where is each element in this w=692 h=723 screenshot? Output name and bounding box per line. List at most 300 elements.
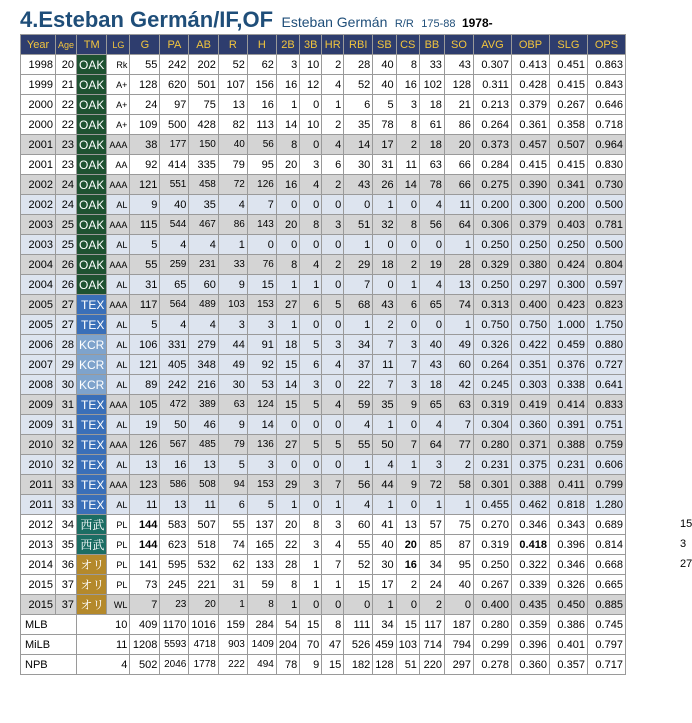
table-row: [21, 115, 626, 135]
stat-cell: 74: [218, 535, 247, 555]
stat-cell: 0.301: [473, 475, 511, 495]
stat-cell: 60: [189, 275, 218, 295]
stat-cell: 1: [322, 95, 344, 115]
stat-cell: 2046: [160, 655, 189, 675]
age-cell: 36: [56, 555, 77, 575]
stat-cell: 1: [276, 495, 299, 515]
stat-cell: 4: [344, 415, 373, 435]
stat-cell: 133: [247, 555, 276, 575]
league-cell: AL: [107, 195, 130, 215]
table-row: [21, 395, 626, 415]
stat-cell: 121: [130, 175, 160, 195]
stat-cell: 87: [444, 535, 473, 555]
stat-cell: 0.280: [473, 435, 511, 455]
totals-row: [21, 655, 626, 675]
stat-cell: 4: [189, 235, 218, 255]
stat-cell: 18: [276, 335, 299, 355]
stat-cell: 95: [444, 555, 473, 575]
stat-cell: 14: [396, 175, 419, 195]
stat-cell: 7: [373, 375, 396, 395]
age-cell: 20: [56, 55, 77, 75]
stat-cell: 117: [419, 615, 444, 635]
stat-cell: 11: [373, 355, 396, 375]
table-row: [21, 455, 626, 475]
table-row: [21, 375, 626, 395]
table-row: [21, 575, 626, 595]
stat-cell: 19: [130, 415, 160, 435]
year-cell: 2005: [21, 295, 56, 315]
stat-cell: 0.388: [549, 435, 587, 455]
stat-cell: 3: [300, 475, 322, 495]
stat-cell: 49: [218, 355, 247, 375]
table-row: [21, 155, 626, 175]
stat-cell: 0.278: [473, 655, 511, 675]
stat-cell: 41: [373, 515, 396, 535]
stat-cell: 13: [189, 455, 218, 475]
stat-cell: 42: [444, 375, 473, 395]
stat-cell: 518: [189, 535, 218, 555]
stat-cell: 128: [444, 75, 473, 95]
stat-cell: 63: [444, 395, 473, 415]
stat-cell: 2: [396, 135, 419, 155]
stat-cell: 1409: [247, 635, 276, 655]
stat-cell: 55: [130, 55, 160, 75]
stat-cell: 85: [419, 535, 444, 555]
age-cell: 28: [56, 335, 77, 355]
stat-cell: 37: [344, 355, 373, 375]
stat-cell: 26: [373, 175, 396, 195]
stat-cell: 65: [419, 295, 444, 315]
stat-cell: 0.373: [473, 135, 511, 155]
stat-cell: 583: [160, 515, 189, 535]
stat-cell: 7: [396, 355, 419, 375]
stat-cell: 11: [444, 195, 473, 215]
stat-cell: 4: [160, 235, 189, 255]
stat-cell: 111: [344, 615, 373, 635]
extra-value: 3: [680, 537, 687, 550]
stat-cell: 66: [444, 155, 473, 175]
stat-cell: 0: [300, 415, 322, 435]
stat-cell: 78: [419, 175, 444, 195]
stat-cell: 15: [247, 275, 276, 295]
stat-cell: 22: [344, 375, 373, 395]
age-cell: 26: [56, 275, 77, 295]
stat-cell: 0.329: [473, 255, 511, 275]
stat-cell: 79: [218, 155, 247, 175]
stat-cell: 1: [344, 455, 373, 475]
stat-cell: 60: [344, 515, 373, 535]
stat-cell: 5: [130, 235, 160, 255]
table-row: [21, 415, 626, 435]
stat-cell: 28: [276, 555, 299, 575]
stat-cell: 2: [322, 115, 344, 135]
year-cell: 2010: [21, 435, 56, 455]
league-cell: AL: [107, 375, 130, 395]
age-cell: 22: [56, 95, 77, 115]
stat-cell: 5: [300, 395, 322, 415]
table-row: [21, 495, 626, 515]
year-cell: 2007: [21, 355, 56, 375]
stat-cell: 0.415: [549, 155, 587, 175]
stat-cell: 126: [247, 175, 276, 195]
stat-cell: 103: [218, 295, 247, 315]
team-cell: オリ: [77, 575, 107, 595]
stat-cell: 40: [373, 75, 396, 95]
totals-label: MiLB: [21, 635, 77, 655]
stat-cell: 4: [160, 315, 189, 335]
stat-cell: 2: [373, 315, 396, 335]
stat-cell: 467: [189, 215, 218, 235]
stat-cell: 0.371: [511, 435, 549, 455]
stat-cell: 40: [160, 195, 189, 215]
stat-cell: 389: [189, 395, 218, 415]
year-cell: 2014: [21, 555, 56, 575]
stat-cell: 501: [189, 75, 218, 95]
stat-cell: 6: [322, 155, 344, 175]
stat-cell: 0: [300, 315, 322, 335]
stat-cell: 82: [218, 115, 247, 135]
stat-cell: 0.745: [587, 615, 625, 635]
stat-cell: 0.415: [549, 75, 587, 95]
stat-cell: 2: [396, 255, 419, 275]
stat-cell: 489: [189, 295, 218, 315]
stat-cell: 5: [322, 435, 344, 455]
stat-cell: 113: [247, 115, 276, 135]
stat-cell: 52: [344, 555, 373, 575]
stat-cell: 0.400: [473, 595, 511, 615]
stat-cell: 31: [218, 575, 247, 595]
stat-cell: 79: [218, 435, 247, 455]
stat-cell: 0.830: [587, 155, 625, 175]
stat-cell: 40: [373, 55, 396, 75]
stat-cell: 144: [130, 535, 160, 555]
stat-cell: 4718: [189, 635, 218, 655]
stat-cell: 2: [322, 255, 344, 275]
stat-cell: 0: [300, 95, 322, 115]
stat-cell: 348: [189, 355, 218, 375]
stat-cell: 0.231: [549, 455, 587, 475]
league-cell: PL: [107, 515, 130, 535]
stat-cell: 62: [218, 555, 247, 575]
stat-cell: 0.300: [511, 195, 549, 215]
stat-cell: 128: [130, 75, 160, 95]
stat-cell: 20: [276, 215, 299, 235]
year-cell: 2009: [21, 395, 56, 415]
stat-cell: 0.689: [587, 515, 625, 535]
stat-cell: 0: [300, 455, 322, 475]
stat-cell: 27: [276, 295, 299, 315]
stat-cell: 14: [344, 135, 373, 155]
age-cell: 24: [56, 175, 77, 195]
table-row: [21, 255, 626, 275]
stat-cell: 0.245: [473, 375, 511, 395]
stat-cell: 0.231: [473, 455, 511, 475]
team-cell: TEX: [77, 315, 107, 335]
stat-cell: 0.863: [587, 55, 625, 75]
age-cell: 21: [56, 75, 77, 95]
col-header: R: [218, 35, 247, 55]
stat-cell: 8: [276, 575, 299, 595]
stat-cell: 0.823: [587, 295, 625, 315]
stat-cell: 9: [218, 415, 247, 435]
col-header: 2B: [276, 35, 299, 55]
stat-cell: 34: [373, 615, 396, 635]
stat-cell: 13: [396, 515, 419, 535]
stat-cell: 9: [396, 395, 419, 415]
table-row: [21, 215, 626, 235]
team-cell: OAK: [77, 115, 107, 135]
totals-count: 11: [77, 635, 130, 655]
stat-cell: 0.375: [511, 455, 549, 475]
year-cell: 2002: [21, 175, 56, 195]
stat-cell: 10: [300, 115, 322, 135]
stat-cell: 177: [160, 135, 189, 155]
stat-cell: 1: [300, 575, 322, 595]
team-cell: OAK: [77, 155, 107, 175]
stat-cell: 0: [276, 415, 299, 435]
stat-cell: 0.750: [473, 315, 511, 335]
table-row: [21, 535, 626, 555]
stat-cell: 1: [322, 495, 344, 515]
stat-cell: 107: [218, 75, 247, 95]
age-cell: 27: [56, 315, 77, 335]
stat-cell: 126: [130, 435, 160, 455]
stat-cell: 3: [396, 95, 419, 115]
stat-cell: 0: [344, 595, 373, 615]
team-cell: 西武: [77, 535, 107, 555]
stat-cell: 165: [247, 535, 276, 555]
stat-cell: 259: [160, 255, 189, 275]
stat-cell: 7: [396, 435, 419, 455]
stat-cell: 5: [218, 455, 247, 475]
stat-cell: 0: [322, 235, 344, 255]
stat-cell: 1.280: [587, 495, 625, 515]
year-cell: 2000: [21, 115, 56, 135]
stat-cell: 6: [218, 495, 247, 515]
stat-cell: 55: [344, 535, 373, 555]
league-cell: AAA: [107, 395, 130, 415]
stat-cell: 0.455: [473, 495, 511, 515]
stat-cell: 1: [300, 555, 322, 575]
col-header: HR: [322, 35, 344, 55]
stat-cell: 35: [189, 195, 218, 215]
stat-cell: 14: [276, 115, 299, 135]
stat-cell: 95: [247, 155, 276, 175]
stat-cell: 0.250: [473, 235, 511, 255]
stat-cell: 66: [444, 175, 473, 195]
stat-cell: 2: [322, 175, 344, 195]
stat-cell: 0: [396, 415, 419, 435]
stat-cell: 47: [322, 635, 344, 655]
stat-cell: 0.422: [511, 335, 549, 355]
stat-cell: 0.304: [473, 415, 511, 435]
stat-cell: 136: [247, 435, 276, 455]
stat-cell: 28: [344, 55, 373, 75]
col-header: SLG: [549, 35, 587, 55]
stat-cell: 56: [344, 475, 373, 495]
stat-cell: 106: [130, 335, 160, 355]
stat-cell: 29: [276, 475, 299, 495]
totals-label: NPB: [21, 655, 77, 675]
stat-cell: 4: [419, 275, 444, 295]
stat-cell: 22: [276, 535, 299, 555]
stat-cell: 1: [373, 195, 396, 215]
stat-cell: 14: [276, 375, 299, 395]
stat-cell: 35: [373, 395, 396, 415]
age-cell: 34: [56, 515, 77, 535]
col-header: SO: [444, 35, 473, 55]
stat-cell: 0.414: [549, 395, 587, 415]
col-header: BB: [419, 35, 444, 55]
year-cell: 2005: [21, 315, 56, 335]
year-cell: 2011: [21, 475, 56, 495]
stat-cell: 0.606: [587, 455, 625, 475]
stat-cell: 567: [160, 435, 189, 455]
stat-cell: 16: [396, 75, 419, 95]
stat-cell: 8: [396, 115, 419, 135]
stat-cell: 15: [276, 355, 299, 375]
team-cell: TEX: [77, 475, 107, 495]
stat-cell: 29: [344, 255, 373, 275]
league-cell: AL: [107, 275, 130, 295]
stat-cell: 532: [189, 555, 218, 575]
stat-cell: 0: [322, 195, 344, 215]
col-header: AVG: [473, 35, 511, 55]
stat-cell: 0: [322, 375, 344, 395]
stat-cell: 72: [218, 175, 247, 195]
stat-cell: 0.386: [549, 615, 587, 635]
stat-cell: 4: [373, 455, 396, 475]
stat-cell: 544: [160, 215, 189, 235]
stat-cell: 4: [300, 175, 322, 195]
stat-cell: 0.297: [511, 275, 549, 295]
stat-cell: 20: [276, 155, 299, 175]
age-cell: 25: [56, 235, 77, 255]
age-cell: 33: [56, 475, 77, 495]
year-cell: 2015: [21, 595, 56, 615]
stat-cell: 0.307: [473, 55, 511, 75]
stat-cell: 13: [444, 275, 473, 295]
stat-cell: 620: [160, 75, 189, 95]
stat-cell: 0.668: [587, 555, 625, 575]
stat-cell: 0.401: [549, 635, 587, 655]
stat-cell: 0.250: [473, 555, 511, 575]
stat-cell: 0: [322, 315, 344, 335]
stat-cell: 0.818: [549, 495, 587, 515]
stat-cell: 3: [276, 55, 299, 75]
stat-cell: 0.415: [511, 155, 549, 175]
stat-cell: 74: [444, 295, 473, 315]
stat-cell: 117: [130, 295, 160, 315]
stat-cell: 0.351: [511, 355, 549, 375]
league-cell: PL: [107, 535, 130, 555]
table-row: [21, 315, 626, 335]
stats-table: [20, 34, 626, 675]
stat-cell: 92: [247, 355, 276, 375]
stat-cell: 11: [130, 495, 160, 515]
stat-cell: 472: [160, 395, 189, 415]
league-cell: WL: [107, 595, 130, 615]
stat-cell: 32: [373, 215, 396, 235]
stat-cell: 55: [130, 255, 160, 275]
stat-cell: 64: [419, 435, 444, 455]
stat-cell: 94: [218, 475, 247, 495]
stat-cell: 1: [344, 235, 373, 255]
stat-cell: 64: [444, 215, 473, 235]
stat-cell: 7: [344, 275, 373, 295]
stat-cell: 105: [130, 395, 160, 415]
stat-cell: 153: [247, 295, 276, 315]
stat-cell: 0.411: [549, 475, 587, 495]
stat-cell: 1: [344, 315, 373, 335]
year-cell: 2003: [21, 215, 56, 235]
year-cell: 1998: [21, 55, 56, 75]
col-header: SB: [373, 35, 396, 55]
stat-cell: 3: [300, 155, 322, 175]
stat-cell: 11: [396, 155, 419, 175]
stat-cell: 5: [322, 295, 344, 315]
stat-cell: 3: [396, 375, 419, 395]
stat-cell: 0.750: [511, 315, 549, 335]
stat-cell: 5: [130, 315, 160, 335]
stat-cell: 8: [396, 55, 419, 75]
team-cell: OAK: [77, 75, 107, 95]
stat-cell: 0.641: [587, 375, 625, 395]
col-header: LG: [107, 35, 130, 55]
col-header: Age: [56, 35, 77, 55]
stat-cell: 0.507: [549, 135, 587, 155]
stat-cell: 43: [373, 295, 396, 315]
league-cell: Rk: [107, 55, 130, 75]
stat-cell: 242: [160, 375, 189, 395]
stat-cell: 9: [218, 275, 247, 295]
age-cell: 25: [56, 215, 77, 235]
stat-cell: 3: [322, 515, 344, 535]
stat-cell: 0.250: [473, 275, 511, 295]
stat-cell: 216: [189, 375, 218, 395]
stat-cell: 63: [218, 395, 247, 415]
stat-cell: 18: [419, 135, 444, 155]
stat-cell: 502: [130, 655, 160, 675]
team-cell: OAK: [77, 215, 107, 235]
stat-cell: 0.428: [511, 75, 549, 95]
stat-cell: 30: [344, 155, 373, 175]
stat-cell: 508: [189, 475, 218, 495]
table-row: [21, 515, 626, 535]
stat-cell: 0: [444, 595, 473, 615]
stat-cell: 57: [419, 515, 444, 535]
stat-cell: 24: [130, 95, 160, 115]
stat-cell: 8: [247, 595, 276, 615]
stat-cell: 0.396: [549, 535, 587, 555]
stat-cell: 0.759: [587, 435, 625, 455]
table-row: [21, 435, 626, 455]
stat-cell: 1208: [130, 635, 160, 655]
stat-cell: 182: [344, 655, 373, 675]
stat-cell: 0: [322, 455, 344, 475]
stat-cell: 1: [276, 595, 299, 615]
stat-cell: 595: [160, 555, 189, 575]
stat-cell: 78: [276, 655, 299, 675]
stat-cell: 0: [322, 275, 344, 295]
age-cell: 27: [56, 295, 77, 315]
stat-cell: 0: [247, 235, 276, 255]
stat-cell: 2: [396, 575, 419, 595]
league-cell: AL: [107, 235, 130, 255]
stat-cell: 14: [247, 415, 276, 435]
stat-cell: 33: [419, 55, 444, 75]
stat-cell: 1: [300, 275, 322, 295]
